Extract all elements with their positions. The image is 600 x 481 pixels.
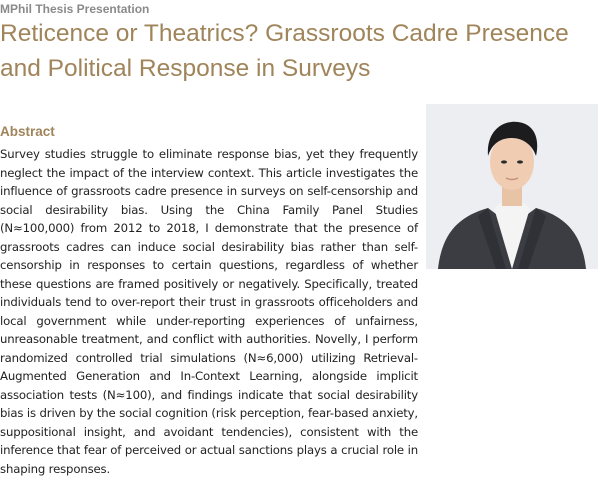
presenter-photo — [426, 104, 598, 269]
abstract-heading: Abstract — [0, 124, 55, 139]
page-title: Reticence or Theatrics? Grassroots Cadre Presence and Political Response in Surveys — [0, 20, 569, 82]
abstract-text: Survey studies struggle to eliminate response bias, yet they frequently neglect the impact of the interview context. This article investigates the influence of grassroots cadre presence in surveys on self-censorship and social desirability bias. Using the China Family Panel Studies (N≈100,000) from 2012 to 2018, I demonstrate that the presence of grassroots cadres can induce social desirability bias rather than self-censorship in responses to certain questions, regardless of whether these questions are framed positively or negatively. Specifically, treated individuals tend to over-report their trust in grassroots officeholders and local government while under-reporting experiences of unfairness, unreasonable treatment, and conflict with authorities. Novelly, I perform randomized controlled trial simulations (N≈6,000) utilizing Retrieval-Augmented Generation and In-Context Learning, alongside implicit association tests (N≈100), and findings indicate that social desirability bias is driven by the social cognition (risk perception, fear-based anxiety, suppositional insight, and avoidant tendencies), consistent with the inference that fear of perceived or actual sanctions plays a crucial role in shaping responses. — [0, 147, 418, 476]
presentation-kicker: MPhil Thesis Presentation — [0, 2, 150, 16]
portrait-illustration — [426, 104, 598, 269]
